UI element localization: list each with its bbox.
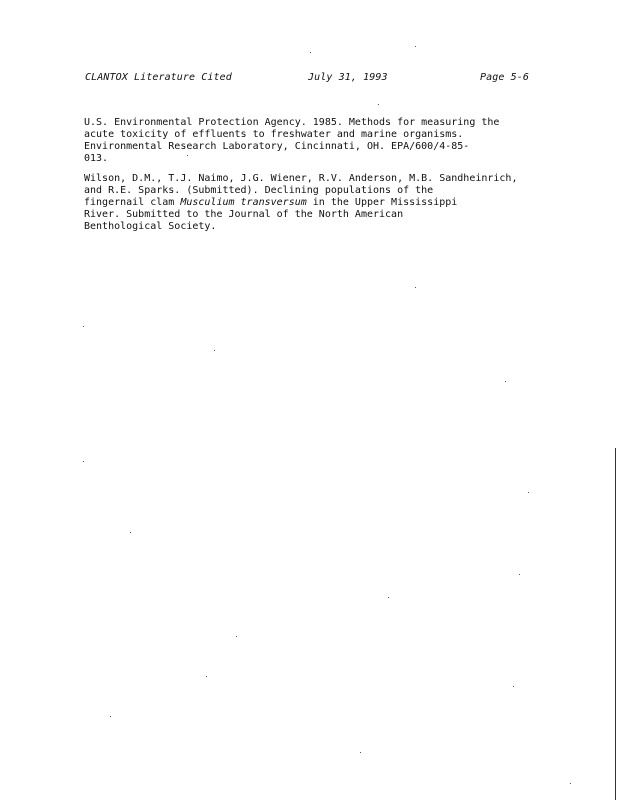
reference-line: 013. xyxy=(84,153,109,164)
scan-speck xyxy=(187,155,188,156)
scan-speck xyxy=(513,686,514,687)
reference-line: acute toxicity of effluents to freshwater and marine organisms. xyxy=(84,129,464,140)
header-page-number: Page 5-6 xyxy=(480,72,529,83)
scan-speck xyxy=(83,326,84,327)
scan-speck xyxy=(236,636,237,637)
scan-speck xyxy=(519,574,520,575)
scan-speck xyxy=(110,716,111,717)
reference-line: Benthological Society. xyxy=(84,221,217,232)
scan-speck xyxy=(505,381,506,382)
scan-speck xyxy=(83,461,84,462)
header-date: July 31, 1993 xyxy=(308,72,388,83)
scan-speck xyxy=(378,104,379,105)
scan-speck xyxy=(415,287,416,288)
scan-speck xyxy=(360,752,361,753)
reference-wilson-submitted xyxy=(84,173,524,233)
reference-line: Environmental Research Laboratory, Cincinnati, OH. EPA/600/4-85- xyxy=(84,141,470,152)
species-name: Musculium transversum xyxy=(180,197,307,208)
reference-line xyxy=(84,197,524,209)
scan-edge-line xyxy=(615,448,616,800)
scan-speck xyxy=(570,783,571,784)
scan-speck xyxy=(388,597,389,598)
reference-list xyxy=(84,117,524,241)
scan-speck xyxy=(415,46,416,47)
scan-speck xyxy=(206,676,207,677)
scan-speck xyxy=(528,492,529,493)
scan-speck xyxy=(214,350,215,351)
reference-epa-1985 xyxy=(84,117,524,165)
reference-text: fingernail clam xyxy=(84,197,181,208)
reference-line: and R.E. Sparks. (Submitted). Declining populations of the xyxy=(84,185,434,196)
reference-text: in the Upper Mississippi xyxy=(306,197,458,208)
reference-line: Wilson, D.M., T.J. Naimo, J.G. Wiener, R.V. Anderson, M.B. Sandheinrich, xyxy=(84,173,518,184)
scan-speck xyxy=(130,532,131,533)
reference-line: River. Submitted to the Journal of the North American xyxy=(84,209,404,220)
header-title: CLANTOX Literature Cited xyxy=(85,72,232,83)
reference-line: U.S. Environmental Protection Agency. 1985. Methods for measuring the xyxy=(84,117,500,128)
scan-speck xyxy=(310,52,311,53)
